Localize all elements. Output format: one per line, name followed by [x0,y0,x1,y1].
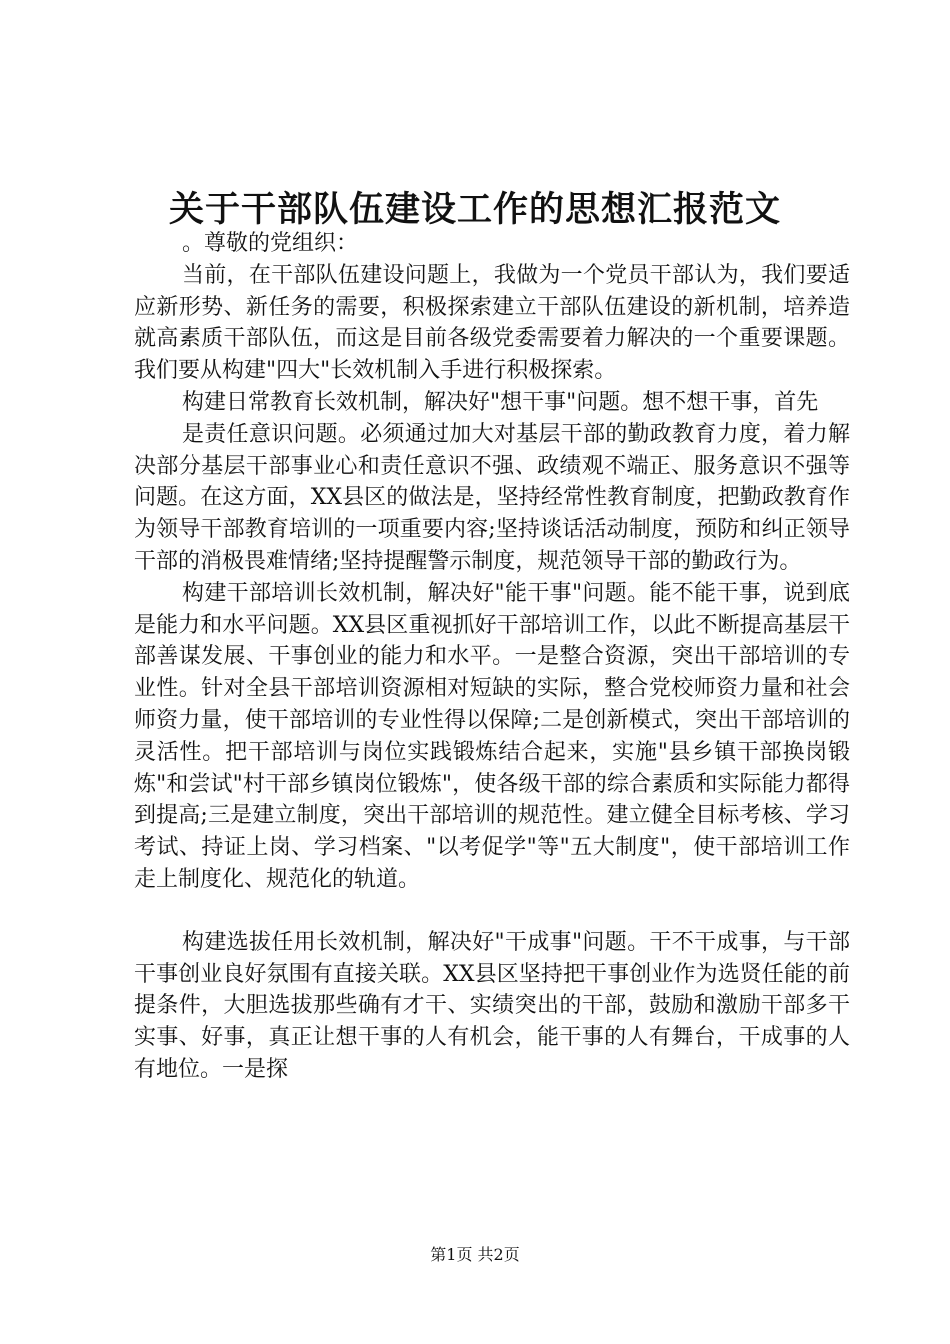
paragraph-responsibility: 是责任意识问题。必须通过加大对基层干部的勤政教育力度，着力解决部分基层干部事业心和责任意识不强、政绩观不端正、服务意识不强等问题。在这方面，XX县区的做法是，坚持经常性教育制度，把勤政教育作为领导干部教育培训的一项重要内容;坚持谈话活动制度，预防和纠正领导干部的消极畏难情绪;坚持提醒警示制度，规范领导干部的勤政行为。 [134,421,850,574]
page-number-footer: 第1页 共2页 [430,1245,520,1264]
paragraph-training: 构建干部培训长效机制，解决好"能干事"问题。能不能干事，说到底是能力和水平问题。XX县区重视抓好干部培训工作，以此不断提高基层干部善谋发展、干事创业的能力和水平。一是整合资源，突出干部培训的专业性。针对全县干部培训资源相对短缺的实际，整合党校师资力量和社会师资力量，使干部培训的专业性得以保障;二是创新模式，突出干部培训的灵活性。把干部培训与岗位实践锻炼结合起来，实施"县乡镇干部换岗锻炼"和尝试"村干部乡镇岗位锻炼"，使各级干部的综合素质和实际能力都得到提高;三是建立制度，突出干部培训的规范性。建立健全目标考核、学习考试、持证上岗、学习档案、"以考促学"等"五大制度"，使干部培训工作走上制度化、规范化的轨道。 [134,580,850,892]
document-body [134,228,850,1086]
salutation: 。尊敬的党组织： [182,231,359,256]
document-title: 关于干部队伍建设工作的思想汇报范文 [168,189,781,230]
paragraph-selection: 构建选拔任用长效机制，解决好"干成事"问题。干不干成事，与干部干事创业良好氛围有直接关联。XX县区坚持把干事创业作为选贤任能的前提条件，大胆选拔那些确有才干、实绩突出的干部，鼓励和激励干部多干实事、好事，真正让想干事的人有机会，能干事的人有舞台，干成事的人有地位。一是探 [134,929,850,1082]
paragraph-intro: 当前，在干部队伍建设问题上，我做为一个党员干部认为，我们要适应新形势、新任务的需要，积极探索建立干部队伍建设的新机制，培养造就高素质干部队伍，而这是目前各级党委需要着力解决的一个重要课题。我们要从构建"四大"长效机制入手进行积极探索。 [134,262,850,384]
paragraph-daily-education-heading: 构建日常教育长效机制，解决好"想干事"问题。想不想干事，首先 [182,389,819,415]
